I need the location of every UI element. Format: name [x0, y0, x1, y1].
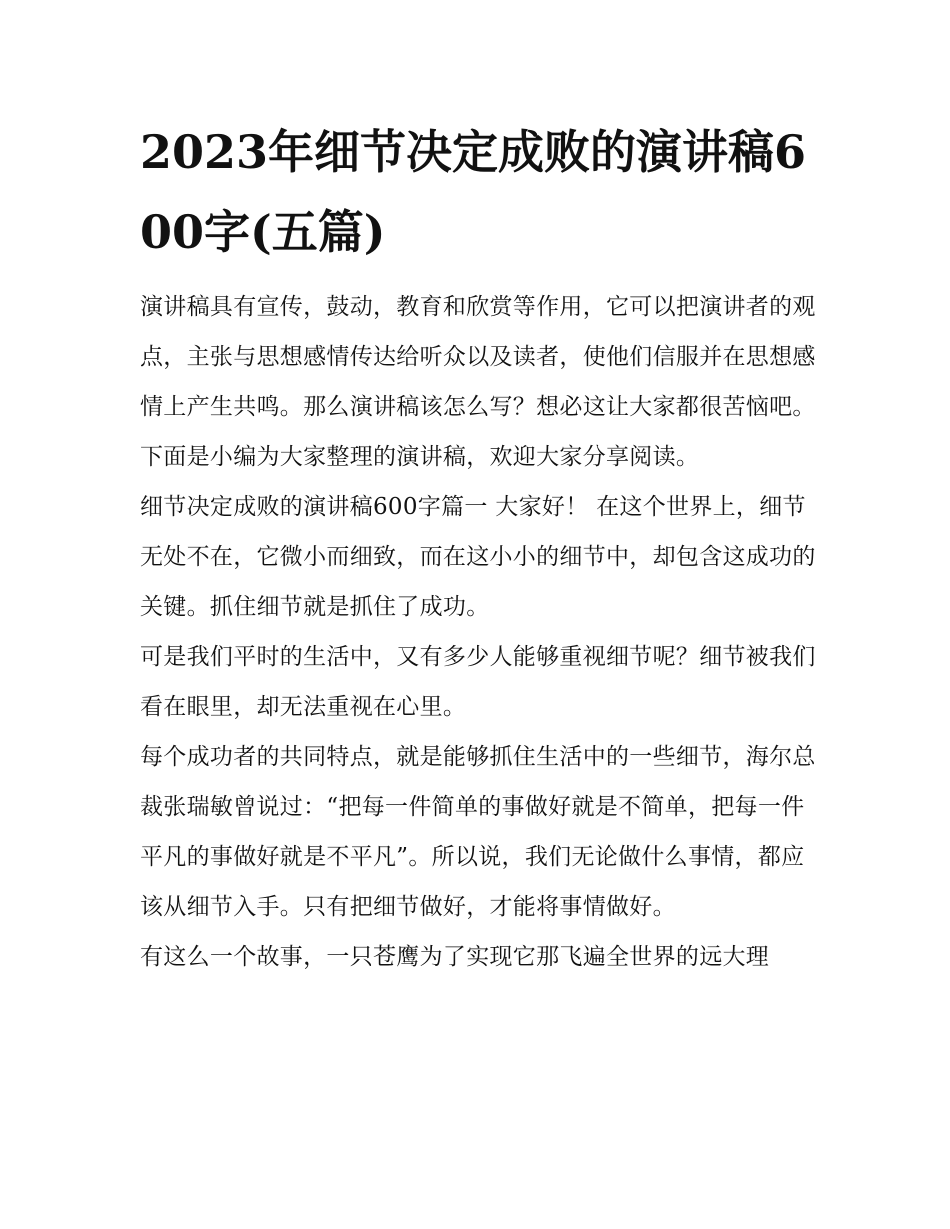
document-body	[140, 282, 816, 982]
paragraph-intro: 演讲稿具有宣传，鼓动，教育和欣赏等作用，它可以把演讲者的观点，主张与思想感情传达给听众以及读者，使他们信服并在思想感情上产生共鸣。那么演讲稿该怎么写？想必这让大家都很苦恼吧。下面是小编为大家整理的演讲稿，欢迎大家分享阅读。	[140, 294, 816, 470]
paragraph-opening: 细节决定成败的演讲稿600字篇一 大家好！ 在这个世界上，细节无处不在，它微小而细致，而在这小小的细节中，却包含这成功的关键。抓住细节就是抓住了成功。	[140, 494, 816, 620]
paragraph-story: 有这么一个故事，一只苍鹰为了实现它那飞遍全世界的远大理	[140, 944, 770, 970]
document-page	[140, 112, 816, 982]
paragraph-quote: 每个成功者的共同特点，就是能够抓住生活中的一些细节，海尔总裁张瑞敏曾说过：“把每一件简单的事做好就是不简单，把每一件平凡的事做好就是不平凡”。所以说，我们无论做什么事情，都应该从细节入手。只有把细节做好，才能将事情做好。	[140, 744, 816, 920]
document-title: 2023年细节决定成败的演讲稿600字(五篇)	[140, 125, 807, 259]
paragraph-question: 可是我们平时的生活中，又有多少人能够重视细节呢？细节被我们看在眼里，却无法重视在心里。	[140, 644, 816, 720]
